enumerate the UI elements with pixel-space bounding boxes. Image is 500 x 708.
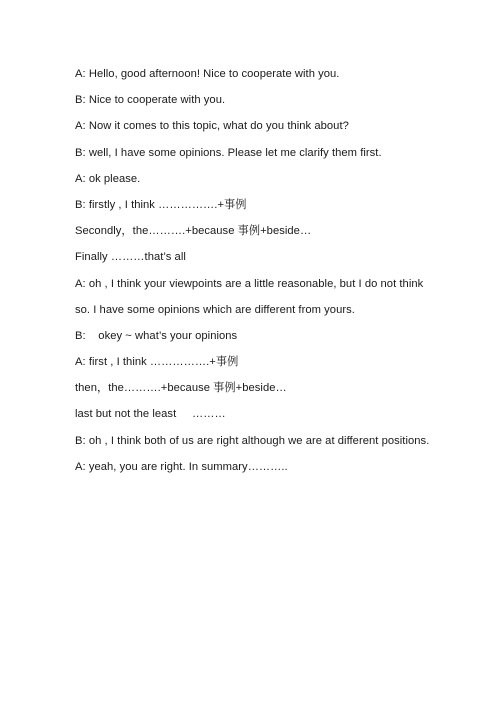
dialogue-text: [75, 64, 435, 483]
dialogue-line: A: Now it comes to this topic, what do you think about?: [75, 120, 349, 133]
dialogue-line: B: firstly , I think …………….+事例: [75, 198, 247, 211]
dialogue-line: A: yeah, you are right. In summary………..: [75, 460, 288, 473]
dialogue-line: B: okey ~ what’s your opinions: [75, 329, 238, 342]
dialogue-line: A: oh , I think your viewpoints are a little reasonable, but I do not think: [75, 277, 424, 290]
dialogue-line: Finally ………that’s all: [75, 251, 186, 264]
dialogue-line: last but not the least ………: [75, 408, 226, 421]
dialogue-line: A: Hello, good afternoon! Nice to cooperate with you.: [75, 68, 340, 80]
dialogue-line: B: oh , I think both of us are right although we are at different positions.: [75, 434, 430, 447]
dialogue-line: so. I have some opinions which are different from yours.: [75, 303, 355, 316]
dialogue-line: B: Nice to cooperate with you.: [75, 94, 226, 107]
dialogue-line: then，the……….+because 事例+beside…: [75, 382, 287, 395]
dialogue-line: Secondly，the……….+because 事例+beside…: [75, 225, 312, 238]
dialogue-line: A: ok please.: [75, 172, 141, 185]
dialogue-line: A: first , I think …………….+事例: [75, 356, 239, 369]
dialogue-line: B: well, I have some opinions. Please let me clarify them first.: [75, 146, 382, 159]
